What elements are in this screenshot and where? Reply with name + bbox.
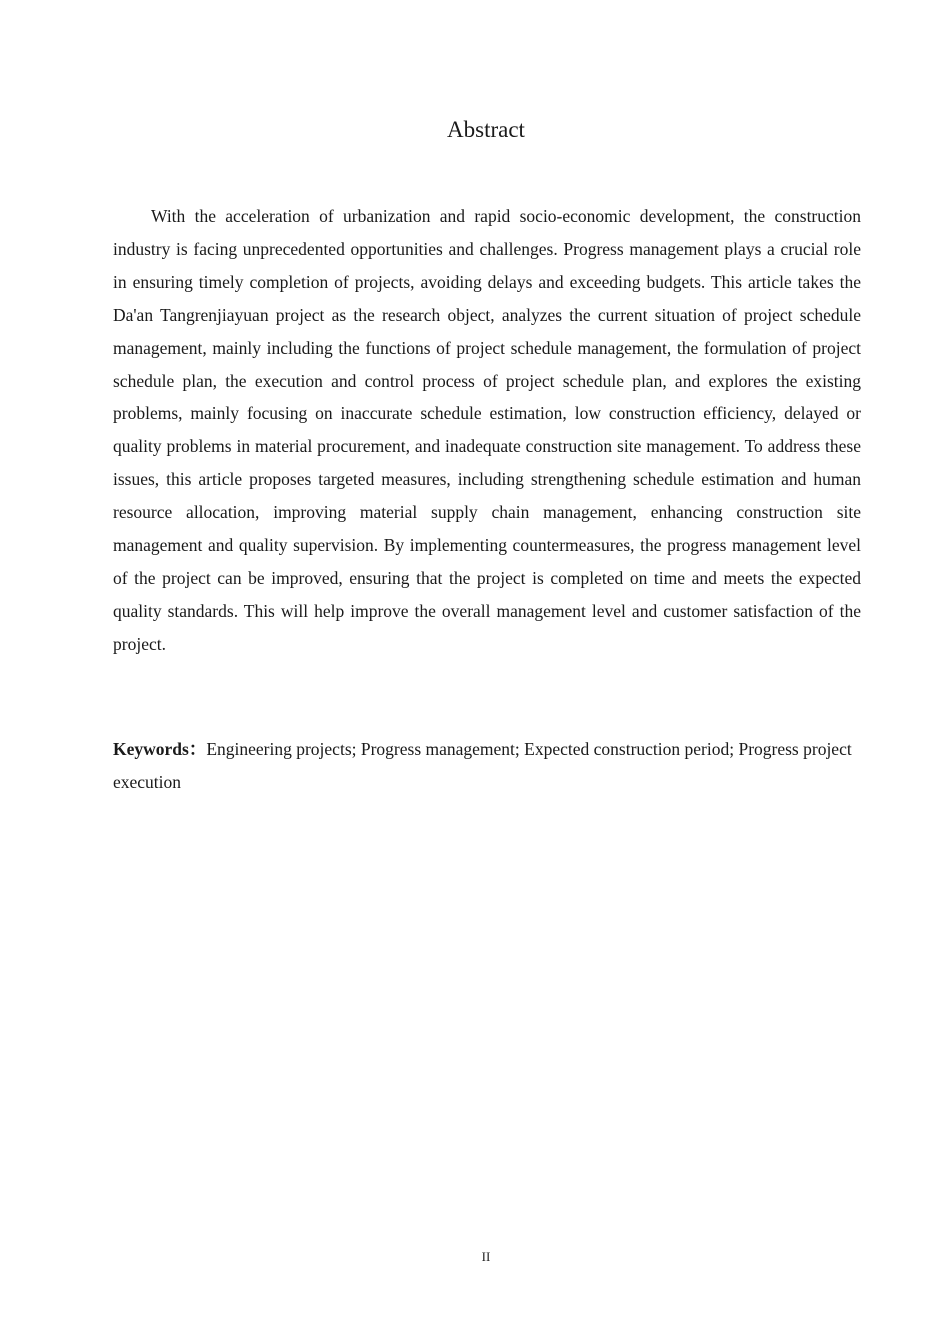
abstract-body: With the acceleration of urbanization and rapid socio-economic development, the construction industry is facing unprecedented opportunities and challenges. Progress management plays a crucial role in ensuring timely completion of projects, avoiding delays and exceeding budgets. This article takes the Da'an Tangrenjiayuan project as the research object, analyzes the current situation of project schedule management, mainly including the functions of project schedule management, the formulation of project schedule plan, the execution and control process of project schedule plan, and explores the existing problems, mainly focusing on inaccurate schedule estimation, low construction efficiency, delayed or quality problems in material procurement, and inadequate construction site management. To address these issues, this article proposes targeted measures, including strengthening schedule estimation and human resource allocation, improving material supply chain management, enhancing construction site management and quality supervision. By implementing countermeasures, the progress management level of the project can be improved, ensuring that the project is completed on time and meets the expected quality standards. This will help improve the overall management level and customer satisfaction of the project. [113,206,861,654]
keywords-label: Keywords： [113,739,207,759]
keywords-paragraph [113,733,861,799]
page-number: II [481,1249,491,1264]
keywords-text: Engineering projects; Progress management; Expected construction period; Progress project execution [113,739,852,792]
page-title: Abstract [447,117,525,142]
